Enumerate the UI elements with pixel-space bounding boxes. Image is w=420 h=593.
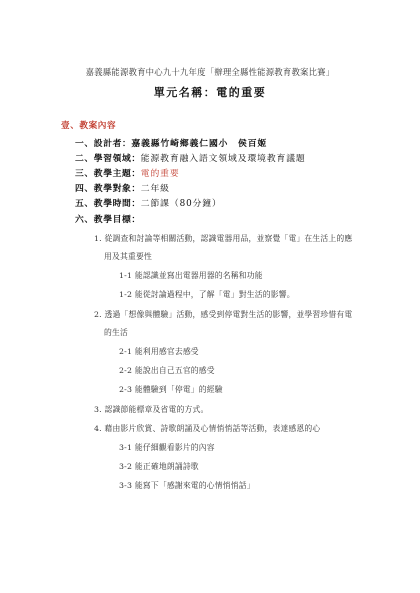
field-label: 六、教學目標： (75, 215, 141, 225)
objective-1-line-2: 用及其重要性 (104, 252, 152, 261)
objective-1-2: 1-2 能從討論過程中，了解「電」對生活的影響。 (119, 290, 295, 299)
objective-4-2: 3-2 能正確地朗誦詩歌 (119, 462, 199, 471)
objective-4-3: 3-3 能寫下「感謝來電的心情悄悄話」 (119, 481, 255, 490)
field-value: 電的重要 (140, 169, 180, 179)
field-value: 能源教育融入語文領域及環境教育議題 (140, 154, 306, 164)
field-label: 三、教學主題： (75, 169, 141, 179)
competition-header: 嘉義縣能源教育中心九十九年度「辦理全縣性能源教育教案比賽」 (85, 67, 335, 77)
objective-2-line-1: 2. 透過「想像與體驗」活動，感受到停電對生活的影響，並學習珍惜有電 (94, 310, 353, 319)
objective-1-line-1: 1. 從調查和討論等相關活動，認識電器用品，並察覺「電」在生活上的應 (94, 234, 353, 243)
field-teaching-theme (75, 166, 180, 179)
field-value: 嘉義縣竹崎鄉義仁國小 侯百姬 (131, 139, 268, 149)
field-value: 二節課（80分鐘） (140, 199, 222, 209)
field-label: 四、教學對象： (75, 184, 141, 194)
objective-4: 4. 藉由影片欣賞、詩歌朗誦及心情悄悄話等活動，表達感恩的心 (94, 424, 321, 433)
objective-2-1: 2-1 能利用感官去感受 (119, 347, 199, 356)
objective-2-2: 2-2 能說出自己五官的感受 (119, 366, 215, 375)
field-label: 二、學習領域： (75, 154, 141, 164)
field-designer (75, 136, 267, 149)
field-teaching-objectives (75, 212, 141, 225)
field-learning-area (75, 151, 306, 164)
field-target-students (75, 181, 170, 194)
field-label: 一、設計者： (75, 139, 132, 149)
unit-title: 單元名稱：電的重要 (153, 86, 267, 99)
objective-2-3: 2-3 能體驗到「停電」的經驗 (119, 385, 223, 394)
field-value: 二年級 (140, 184, 170, 194)
field-teaching-time (75, 196, 222, 209)
objective-4-1: 3-1 能仔細觀看影片的內容 (119, 443, 215, 452)
field-label: 五、教學時間： (75, 199, 141, 209)
objective-1-1: 1-1 能認識並寫出電器用器的名稱和功能 (119, 271, 263, 280)
section-heading: 壹、教案內容 (61, 121, 117, 131)
objective-3: 3. 認識節能標章及省電的方式。 (94, 405, 209, 414)
objective-2-line-2: 的生活 (104, 328, 128, 337)
